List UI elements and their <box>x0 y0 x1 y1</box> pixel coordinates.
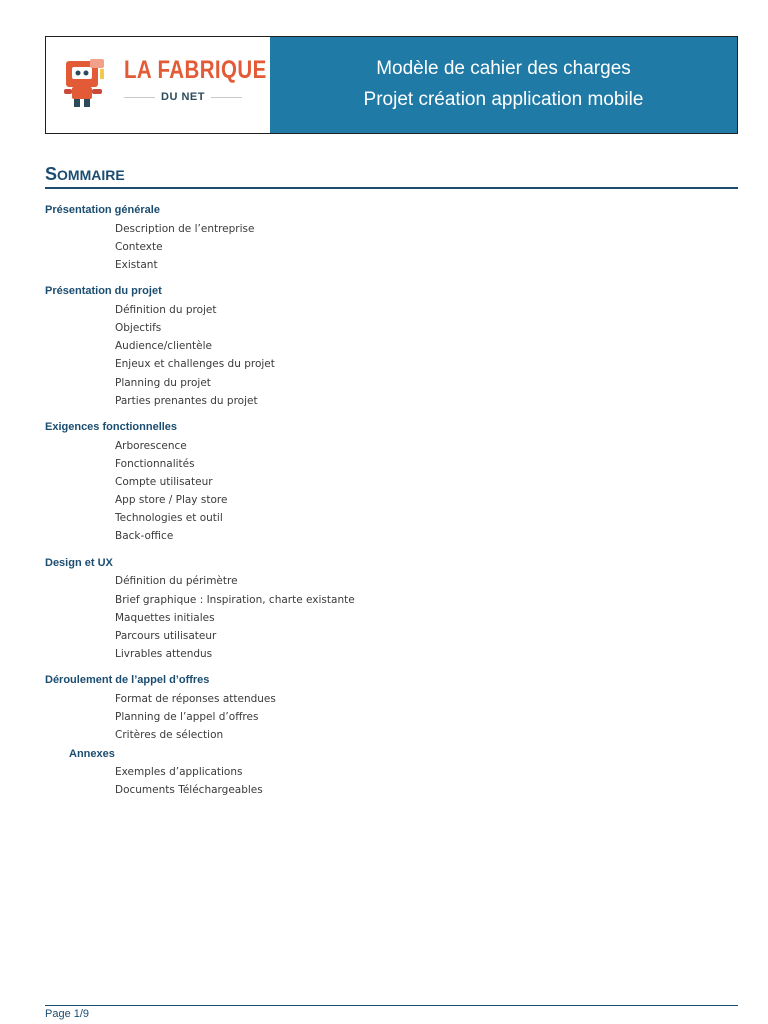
footer-divider <box>45 1005 738 1006</box>
toc-item[interactable]: Exemples d’applications <box>115 766 243 778</box>
toc-item[interactable]: Back-office <box>115 530 174 542</box>
summary-heading-rest: OMMAIRE <box>57 167 125 183</box>
title-band <box>270 37 737 133</box>
toc-item[interactable]: Documents Téléchargeables <box>115 784 263 796</box>
document-title: Modèle de cahier des charges <box>376 58 631 79</box>
toc-item[interactable]: App store / Play store <box>115 494 228 506</box>
brand-rule-right <box>211 97 242 98</box>
toc-item[interactable]: Livrables attendus <box>115 648 213 660</box>
toc-item[interactable]: Planning du projet <box>115 377 211 389</box>
toc-item[interactable]: Parties prenantes du projet <box>115 395 258 407</box>
toc-section-presentation-generale[interactable]: Présentation générale <box>45 204 160 216</box>
logo <box>46 37 270 133</box>
robot-mascot-icon <box>60 53 116 109</box>
toc-item[interactable]: Parcours utilisateur <box>115 630 217 642</box>
toc-item[interactable]: Audience/clientèle <box>115 340 212 352</box>
toc-item[interactable]: Fonctionnalités <box>115 458 195 470</box>
toc-item[interactable]: Définition du périmètre <box>115 575 238 587</box>
toc-item[interactable]: Arborescence <box>115 440 187 452</box>
document-header <box>45 36 738 134</box>
toc-section-deroulement-appel-offres[interactable]: Déroulement de l’appel d’offres <box>45 674 210 686</box>
toc-section-presentation-projet[interactable]: Présentation du projet <box>45 285 162 297</box>
toc-item[interactable]: Compte utilisateur <box>115 476 213 488</box>
brand-name: LA FABRIQUE <box>124 56 267 84</box>
toc-item[interactable]: Critères de sélection <box>115 729 224 741</box>
toc-item[interactable]: Format de réponses attendues <box>115 693 276 705</box>
page-number: Page 1/9 <box>45 1008 90 1020</box>
toc-item[interactable]: Planning de l’appel d’offres <box>115 711 259 723</box>
brand-subtitle <box>124 91 242 103</box>
toc-item[interactable]: Contexte <box>115 241 163 253</box>
toc-item[interactable]: Technologies et outil <box>115 512 223 524</box>
brand-rule-left <box>124 97 155 98</box>
toc-item[interactable]: Objectifs <box>115 322 162 334</box>
brand-subtitle-text: DU NET <box>161 91 205 103</box>
toc-item[interactable]: Maquettes initiales <box>115 612 215 624</box>
toc-item[interactable]: Brief graphique : Inspiration, charte existante <box>115 594 355 606</box>
toc-section-design-ux[interactable]: Design et UX <box>45 557 113 569</box>
toc-item[interactable]: Description de l’entreprise <box>115 223 255 235</box>
summary-heading-initial: S <box>45 164 58 184</box>
toc-item[interactable]: Définition du projet <box>115 304 217 316</box>
toc-section-annexes[interactable]: Annexes <box>69 748 115 760</box>
toc-section-exigences-fonctionnelles[interactable]: Exigences fonctionnelles <box>45 421 178 433</box>
toc-item[interactable]: Enjeux et challenges du projet <box>115 358 275 370</box>
toc-item[interactable]: Existant <box>115 259 158 271</box>
document-subtitle: Projet création application mobile <box>363 89 644 110</box>
summary-heading <box>45 164 738 189</box>
